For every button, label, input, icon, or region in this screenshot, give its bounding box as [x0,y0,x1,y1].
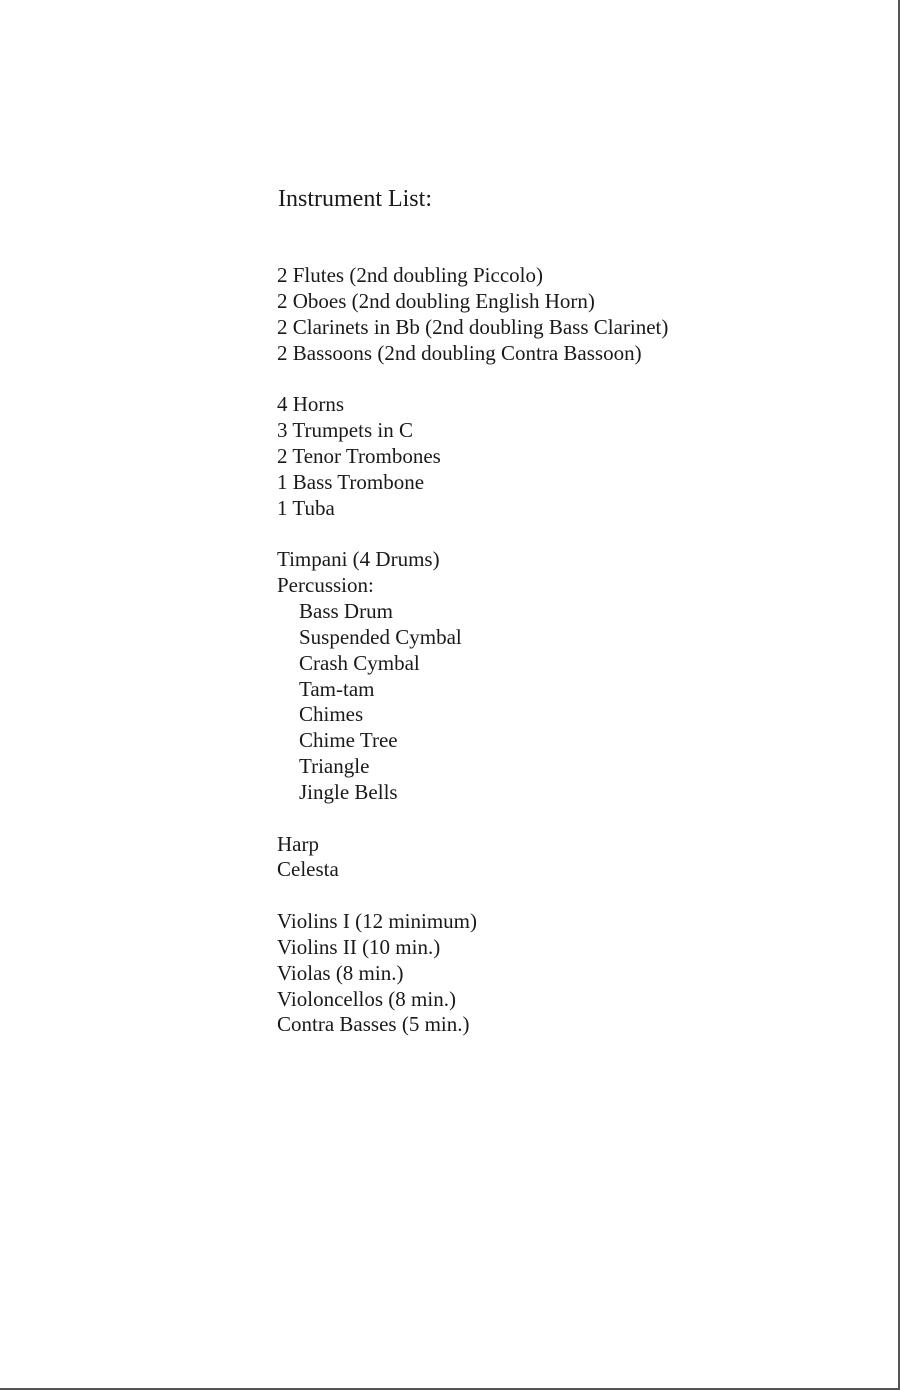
percussion-sub-item: Chime Tree [299,728,398,753]
list-item: 2 Clarinets in Bb (2nd doubling Bass Clarinet) [277,314,669,339]
percussion-sub-item: Triangle [299,754,370,779]
list-item: Violins II (10 min.) [277,934,441,959]
list-item: 2 Oboes (2nd doubling English Horn) [277,288,595,313]
list-item: Violoncellos (8 min.) [277,986,456,1011]
brass-group [277,392,668,521]
woodwinds-group [277,263,668,366]
list-item: Contra Basses (5 min.) [277,1012,470,1037]
list-item: 2 Flutes (2nd doubling Piccolo) [277,263,543,287]
list-item: 2 Tenor Trombones [277,443,441,468]
keyboards-group [277,832,668,884]
list-item: 4 Horns [277,392,345,417]
list-item: Timpani (4 Drums) [277,547,440,572]
list-item: 1 Bass Trombone [277,469,425,494]
list-item: Harp [277,831,319,856]
percussion-sub-item: Bass Drum [299,598,393,623]
percussion-group [277,547,668,805]
list-item: Percussion: [277,573,374,598]
list-item: 1 Tuba [277,495,335,520]
list-item: 3 Trumpets in C [277,418,413,443]
list-item: 2 Bassoons (2nd doubling Contra Bassoon) [277,340,642,365]
instrument-list [277,263,668,1038]
percussion-sub-item: Crash Cymbal [299,650,420,675]
list-item: Violins I (12 minimum) [277,909,477,934]
strings-group [277,909,668,1038]
list-item: Celesta [277,857,339,882]
page-title: Instrument List: [278,186,432,212]
percussion-sub-item: Jingle Bells [299,779,398,804]
list-item: Violas (8 min.) [277,960,404,985]
percussion-sub-item: Chimes [299,702,364,727]
percussion-sub-item: Tam-tam [299,676,375,701]
percussion-sub-item: Suspended Cymbal [299,624,462,649]
